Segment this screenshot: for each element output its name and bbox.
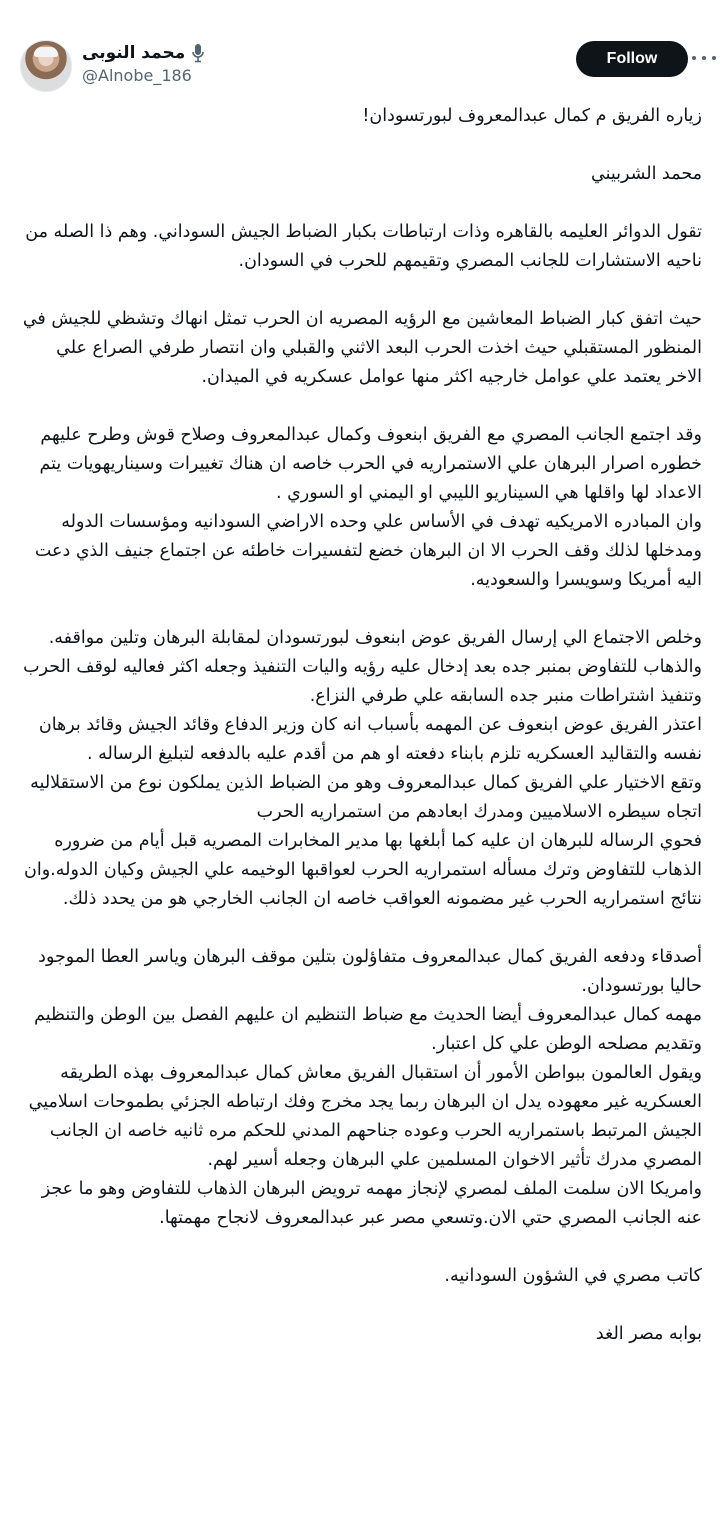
tweet-paragraph: أصدقاء ودفعه الفريق كمال عبدالمعروف متفاؤلون بتلين موقف البرهان وياسر العطا الموجود حاليا بورتسودان. مهمه كمال عبدالمعروف أيضا الحديث مع ضباط التنظيم ان عليهم الفصل بين الوطن والتنظيم وتقديم مصلحه الوطن علي كل اعتبار. ويقول العالمون ببواطن الأمور أن استقبال الفريق معاش كمال عبدالمعروف بهذه الطريقه العسكريه غير معهوده يدل ان البرهان ربما يجد مخرج وفك ارتباطه الجزئي بطموحات اسلاميي الجيش المرتبط باستمراريه الحرب وعوده جناحهم المدني للحكم مره ثانيه خاصه ان الجانب المصري مدرك تأثير الاخوان المسلمين علي البرهان وجعله أسير لهم. وامريكا الان سلمت الملف لمصري لإنجاز مهمه ترويض البرهان الذهاب للتفاوض وهو ما عجز عنه الجانب المصري حتي الان.وتسعي مصر عبر عبدالمعروف لانجاح مهمتها. xyxy=(28,947,702,1228)
tweet-paragraph: حيث اتفق كبار الضباط المعاشين مع الرؤيه المصريه ان الحرب تمثل انهاك وتشظي للجيش في المنظور المستقبلي حيث اخذت الحرب البعد الاثني والقبلي وان انتصار طرفي الصراع علي الاخر يعتمد علي عوامل خارجيه اكثر منها عوامل عسكريه في الميدان. xyxy=(22,309,702,387)
author-info[interactable] xyxy=(82,42,302,85)
tweet-paragraph: تقول الدوائر العليمه بالقاهره وذات ارتباطات بكبار الضباط الجيش السوداني. وهم ذا الصله من ناحيه الاستشارات للجانب المصري وتقيمهم للحرب في السودان. xyxy=(25,222,702,271)
tweet-author-line: محمد الشربيني xyxy=(590,164,702,184)
dot-icon xyxy=(702,56,706,60)
more-options-icon[interactable] xyxy=(692,48,716,68)
microphone-icon xyxy=(191,43,205,63)
dot-icon xyxy=(712,56,716,60)
tweet-text xyxy=(18,102,702,1349)
dot-icon xyxy=(692,56,696,60)
avatar[interactable] xyxy=(20,40,72,92)
tweet-header xyxy=(20,36,700,92)
tweet-title: زياره الفريق م كمال عبدالمعروف لبورتسودان! xyxy=(362,106,702,126)
author-display-name[interactable]: محمد النوبى xyxy=(82,43,186,63)
follow-button[interactable]: Follow xyxy=(576,41,688,77)
tweet-signature: كاتب مصري في الشؤون السودانيه. xyxy=(444,1266,702,1286)
author-handle[interactable]: @Alnobe_186 xyxy=(82,66,192,85)
tweet-paragraph: وخلص الاجتماع الي إرسال الفريق عوض ابنعوف لبورتسودان لمقابلة البرهان وتلين مواقفه. والذهاب للتفاوض بمنبر جده بعد إدخال عليه رؤيه واليات التنفيذ وجعله اكثر فعاليه لوقف الحرب وتنفيذ اشتراطات منبر جده السابقه علي طرفي النزاع. اعتذر الفريق عوض ابنعوف عن المهمه بأسباب انه كان وزير الدفاع وقائد الجيش وقائد برهان نفسه والتقاليد العسكريه تلزم بابناء دفعته او هم من أقدم عليه بالدفعه لتبليغ الرساله . وتقع الاختيار علي الفريق كمال عبدالمعروف وهو من الضباط الذين يملكون نوع من الاستقلاليه اتجاه سيطره الاسلاميين ومدرك ابعادهم من استمراريه الحرب فحوي الرساله للبرهان ان عليه كما أبلغها بها مدير المخابرات المصريه قبل أيام من ضروره الذهاب للتفاوض وترك مسأله استمراريه الحرب لعواقبها الوخيمه علي الجيش وكيان الدوله.وان نتائج استمراريه الحرب غير مضمونه العواقب خاصه ان الجانب الخارجي هو من يحدد ذلك. xyxy=(23,628,702,909)
tweet-source: بوابه مصر الغد xyxy=(595,1324,702,1344)
avatar-cap-shape xyxy=(34,47,58,57)
display-name-row xyxy=(82,42,302,64)
tweet-paragraph: وقد اجتمع الجانب المصري مع الفريق ابنعوف وكمال عبدالمعروف وصلاح قوش وطرح عليهم خطوره اصرار البرهان علي الاستمراريه في الحرب خاصه ان هناك تغييرات وسيناريهويات يتم الاعداد لها واقلها هي السيناريو الليبي او اليمني او السوري . وان المبادره الامريكيه تهدف في الأساس علي وحده الاراضي السودانيه ومؤسسات الدوله ومدخلها لذلك وقف الحرب الا ان البرهان خضع لتفسيرات خاطئه عن اجتماع جنيف الذي دعت اليه أمريكا وسويسرا والسعوديه. xyxy=(34,425,702,590)
